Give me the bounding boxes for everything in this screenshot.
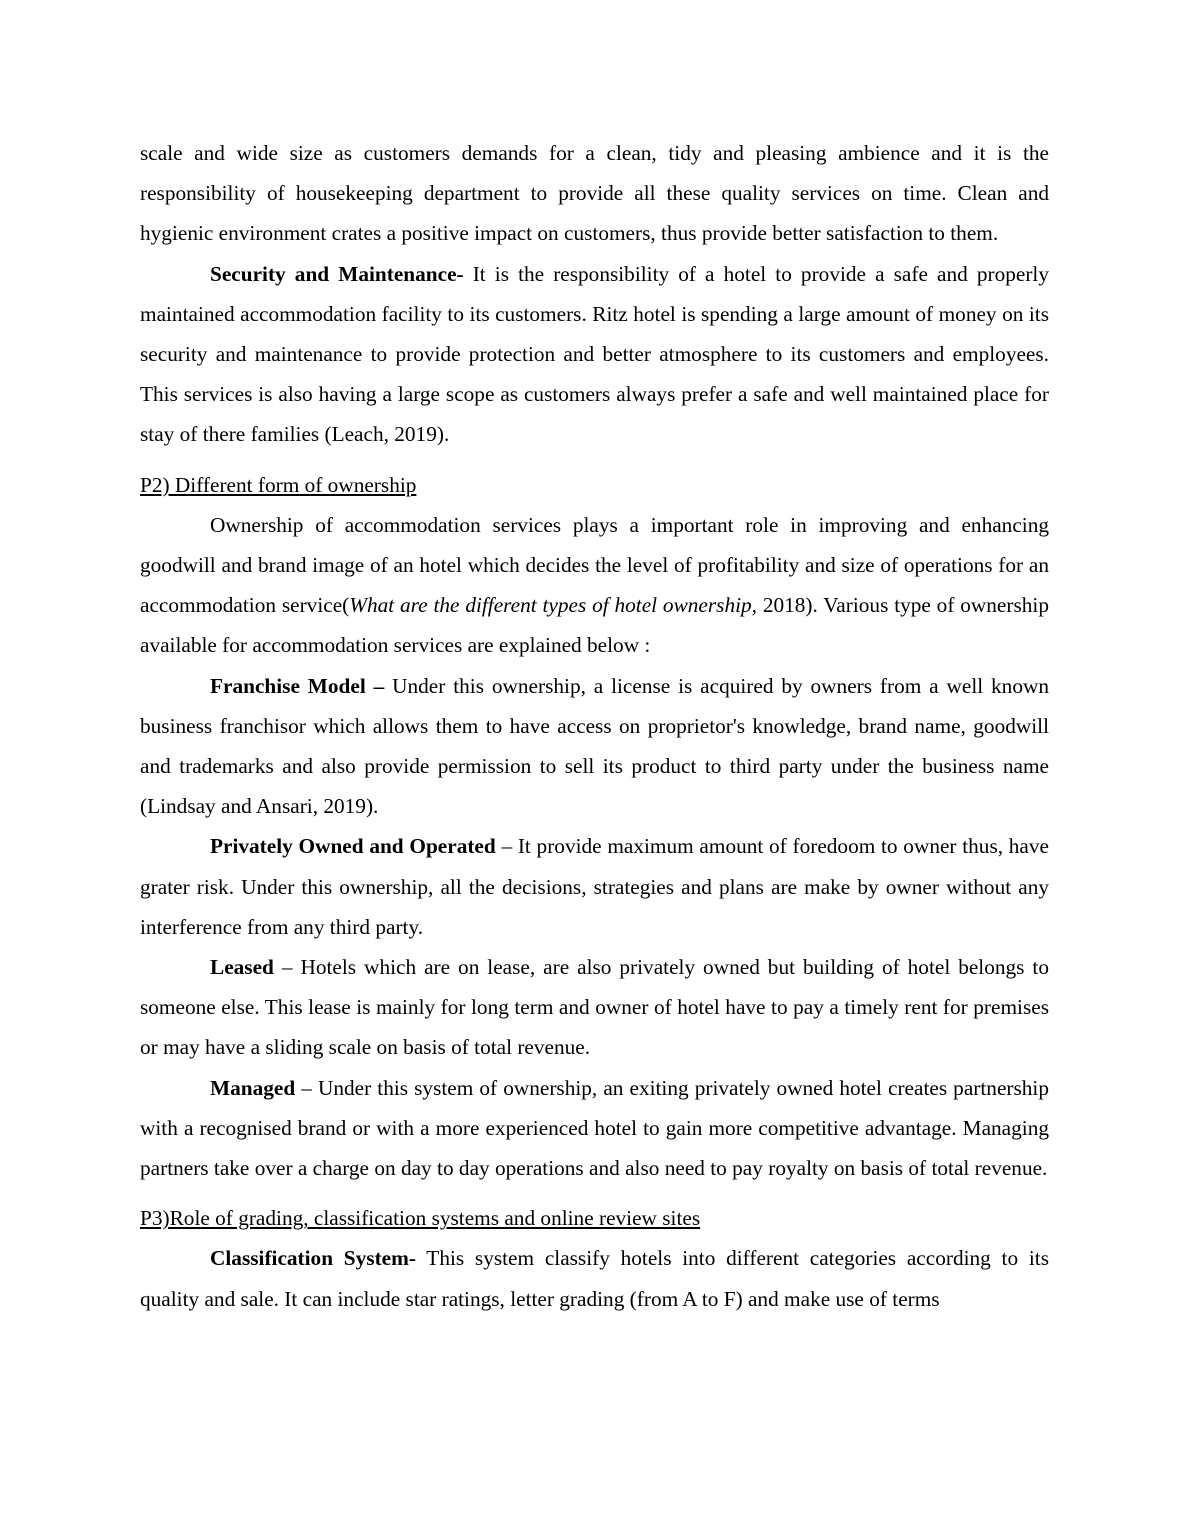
heading-text: P3)Role of grading, classification systems and online review sites (140, 1206, 701, 1231)
citation-title: What are the different types of hotel ownership, (349, 593, 757, 618)
paragraph-text: Ownership of accommodation services plays a important role in improving and enhancing goodwill and brand image of an hotel which decides the level of profitability and size of operations for an accommodation service( (140, 512, 1049, 618)
paragraph-text: scale and wide size as customers demands for a clean, tidy and pleasing ambience and it is the responsibility of housekeeping department to provide all these quality services on time. Clean and hygienic environment crates a positive impact on customers, thus provide better satisfaction to them. (140, 141, 1049, 246)
paragraph-lead: Security and Maintenance- (210, 261, 464, 286)
paragraph-leased (140, 947, 1049, 1068)
paragraph-text: – Under this system of ownership, an exiting privately owned hotel creates partnership with a recognised brand or with a more experienced hotel to gain more competitive advantage. Managing partners take over a charge on day to day operations and also need to pay royalty on basis of total revenue. (140, 1075, 1049, 1181)
paragraph-text: It is the responsibility of a hotel to provide a safe and properly maintained accommodation facility to its customers. Ritz hotel is spending a large amount of money on its security and maintenance to provide protection and better atmosphere to its customers and employees. This services is also having a large scope as customers always prefer a safe and well maintained place for stay of there families (Leach, 2019). (140, 261, 1049, 447)
paragraph-lead: Privately Owned and Operated (210, 834, 496, 859)
paragraph-text: This system classify hotels into different categories according to its quality and sale. It can include star ratings, letter grading (from A to F) and make use of terms (140, 1246, 1049, 1311)
paragraph-lead: Classification System- (210, 1246, 416, 1271)
paragraph-lead: Leased (210, 955, 274, 980)
heading-text: P2) Different form of ownership (140, 472, 417, 497)
paragraph-lead: Franchise Model – (210, 673, 385, 698)
paragraph-privately-owned (140, 826, 1049, 947)
paragraph-text: – It provide maximum amount of foredoom to owner thus, have grater risk. Under this ownership, all the decisions, strategies and plans are make by owner without any interference from any third party. (140, 834, 1049, 939)
paragraph-ownership-intro (140, 505, 1049, 666)
paragraph-managed (140, 1068, 1049, 1189)
paragraph-franchise-model (140, 666, 1049, 827)
paragraph-lead: Managed (210, 1075, 296, 1100)
paragraph-classification-system (140, 1238, 1049, 1318)
paragraph-security-maintenance (140, 254, 1049, 455)
section-heading-p2 (140, 465, 1049, 505)
paragraph-text-after: 2018). Various type of ownership available for accommodation services are explained below : (140, 593, 1049, 658)
paragraph-text: Under this ownership, a license is acquired by owners from a well known business franchisor which allows them to have access on proprietor's knowledge, brand name, goodwill and trademarks and also provide permission to sell its product to third party under the business name (Lindsay and Ansari, 2019). (140, 673, 1049, 819)
section-heading-p3 (140, 1198, 1049, 1238)
paragraph-text: – Hotels which are on lease, are also privately owned but building of hotel belongs to someone else. This lease is mainly for long term and owner of hotel have to pay a timely rent for premises or may have a sliding scale on basis of total revenue. (140, 955, 1049, 1060)
document-page (140, 133, 1049, 1319)
paragraph-housekeeping-continued (140, 133, 1049, 254)
